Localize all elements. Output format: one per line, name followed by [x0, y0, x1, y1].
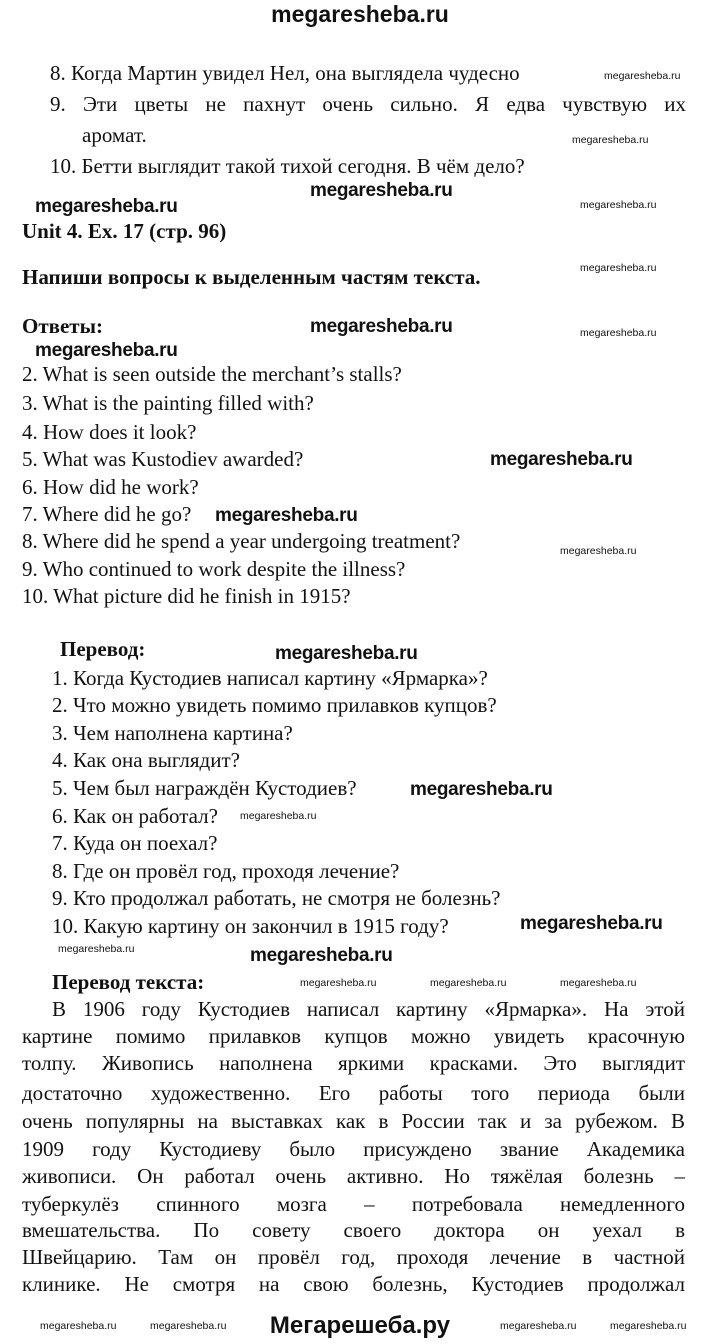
translation-item: 10. Какую картину он закончил в 1915 году? — [52, 914, 449, 938]
answer-item: 5. What was Kustodiev awarded? — [22, 447, 304, 471]
watermark: megaresheba.ru — [58, 943, 135, 955]
answer-item: 4. How does it look? — [22, 420, 197, 444]
watermark: megaresheba.ru — [35, 340, 178, 361]
translation-item: 7. Куда он поехал? — [52, 831, 218, 855]
unit-title: Unit 4. Ex. 17 (стр. 96) — [22, 219, 227, 243]
text-line: В 1906 году Кустодиев написал картину «Ярмарка». На этой — [52, 997, 685, 1021]
watermark: megaresheba.ru — [275, 643, 418, 664]
prev-item: 9. Эти цветы не пахнут очень сильно. Я едва чувствую их — [50, 92, 686, 116]
watermark: megaresheba.ru — [310, 180, 453, 201]
answer-item: 3. What is the painting filled with? — [22, 391, 314, 415]
watermark: megaresheba.ru — [560, 545, 637, 557]
watermark: megaresheba.ru — [580, 199, 657, 211]
translation-item: 4. Как она выглядит? — [52, 748, 240, 772]
text-line: 1909 году Кустодиеву было присуждено звание Академика — [22, 1137, 685, 1161]
prev-item: 10. Бетти выглядит такой тихой сегодня. В чём дело? — [50, 154, 525, 178]
watermark: megaresheba.ru — [150, 1320, 227, 1332]
text-line: туберкулёз спинного мозга – потребовала немедленного — [22, 1192, 685, 1216]
watermark: megaresheba.ru — [610, 1320, 687, 1332]
prev-item: 8. Когда Мартин увидел Нел, она выглядела чудесно — [50, 61, 520, 85]
answer-item: 2. What is seen outside the merchant’s stalls? — [22, 362, 402, 386]
translation-item: 6. Как он работал? — [52, 804, 218, 828]
watermark: megaresheba.ru — [240, 810, 317, 822]
watermark: megaresheba.ru — [580, 262, 657, 274]
watermark: megaresheba.ru — [520, 913, 663, 934]
watermark: megaresheba.ru — [40, 1320, 117, 1332]
watermark: megaresheba.ru — [410, 779, 553, 800]
task-text: Напиши вопросы к выделенным частям текста. — [22, 265, 481, 289]
translation-item: 3. Чем наполнена картина? — [52, 721, 293, 745]
watermark: megaresheba.ru — [580, 327, 657, 339]
translation-item: 8. Где он провёл год, проходя лечение? — [52, 859, 400, 883]
text-line: живописи. Он работал очень активно. Но тяжёлая болезнь – — [22, 1164, 685, 1188]
translation-item: 1. Когда Кустодиев написал картину «Ярмарка»? — [52, 666, 488, 690]
watermark: megaresheba.ru — [604, 70, 681, 82]
text-line: Швейцарию. Там он провёл год, проходя лечение в частной — [22, 1245, 685, 1269]
watermark: megaresheba.ru — [572, 134, 649, 146]
translation-item: 5. Чем был награждён Кустодиев? — [52, 776, 357, 800]
watermark: megaresheba.ru — [490, 449, 633, 470]
watermark: megaresheba.ru — [430, 977, 507, 989]
text-line: толпу. Живопись наполнена яркими красками. Это выглядит — [22, 1051, 685, 1075]
site-footer: Мегарешеба.ру — [269, 1312, 451, 1339]
text-line: картине помимо прилавков купцов можно увидеть красочную — [22, 1024, 685, 1048]
watermark: megaresheba.ru — [215, 505, 358, 526]
watermark: megaresheba.ru — [300, 977, 377, 989]
watermark: megaresheba.ru — [250, 945, 393, 966]
answer-item: 10. What picture did he finish in 1915? — [22, 584, 351, 608]
answer-item: 9. Who continued to work despite the illness? — [22, 557, 406, 581]
watermark: megaresheba.ru — [560, 977, 637, 989]
text-line: достаточно художественно. Его работы того периода были — [22, 1081, 685, 1105]
answers-label: Ответы: — [22, 314, 104, 338]
text-line: клинике. Не смотря на свою болезнь, Кустодиев продолжал — [22, 1272, 685, 1296]
site-header: megaresheba.ru — [271, 1, 449, 27]
translation-label: Перевод: — [60, 637, 146, 661]
translation-item: 9. Кто продолжал работать, не смотря не болезнь? — [52, 886, 501, 910]
prev-item: аромат. — [82, 123, 147, 147]
watermark: megaresheba.ru — [310, 316, 453, 337]
text-label: Перевод текста: — [52, 970, 205, 994]
watermark: megaresheba.ru — [500, 1320, 577, 1332]
text-line: вмешательства. По совету своего доктора он уехал в — [22, 1218, 685, 1242]
translation-item: 2. Что можно увидеть помимо прилавков купцов? — [52, 693, 497, 717]
answer-item: 6. How did he work? — [22, 475, 199, 499]
answer-item: 8. Where did he spend a year undergoing treatment? — [22, 529, 461, 553]
watermark: megaresheba.ru — [35, 196, 178, 217]
text-line: очень популярны на выставках как в России так и за рубежом. В — [22, 1109, 685, 1133]
answer-item: 7. Where did he go? — [22, 502, 192, 526]
